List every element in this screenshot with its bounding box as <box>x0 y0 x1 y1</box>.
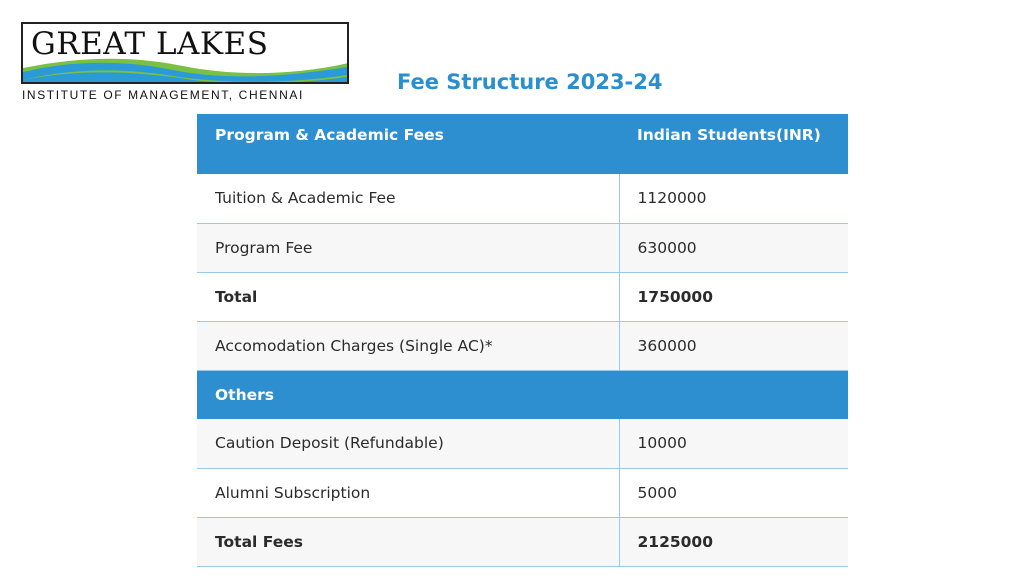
table-row <box>197 321 848 370</box>
row-value: 630000 <box>619 223 848 272</box>
row-value: 2125000 <box>619 517 848 566</box>
row-label: Alumni Subscription <box>197 468 619 517</box>
row-value: 1750000 <box>619 272 848 321</box>
header-program-fees: Program & Academic Fees <box>197 114 619 174</box>
row-label: Total Fees <box>197 517 619 566</box>
section-blank <box>619 370 848 419</box>
fee-table <box>197 114 848 567</box>
logo-subtitle: INSTITUTE OF MANAGEMENT, CHENNAI <box>22 88 304 102</box>
row-value: 360000 <box>619 321 848 370</box>
institute-logo <box>0 18 360 108</box>
table-row-total-fees <box>197 517 848 566</box>
table-header-row <box>197 114 848 174</box>
table-row <box>197 174 848 223</box>
section-header-row <box>197 370 848 419</box>
row-value: 5000 <box>619 468 848 517</box>
logo-frame <box>21 22 349 84</box>
page-title: Fee Structure 2023-24 <box>397 70 663 94</box>
logo-name: GREAT LAKES <box>31 26 269 62</box>
row-label: Accomodation Charges (Single AC)* <box>197 321 619 370</box>
section-title: Others <box>197 370 619 419</box>
lake-wave-icon <box>23 54 349 84</box>
row-value: 1120000 <box>619 174 848 223</box>
table-row-total <box>197 272 848 321</box>
table-row <box>197 223 848 272</box>
header-indian-students: Indian Students(INR) <box>619 114 848 174</box>
row-label: Tuition & Academic Fee <box>197 174 619 223</box>
row-label: Total <box>197 272 619 321</box>
row-label: Program Fee <box>197 223 619 272</box>
table-row <box>197 419 848 468</box>
row-value: 10000 <box>619 419 848 468</box>
table-row <box>197 468 848 517</box>
row-label: Caution Deposit (Refundable) <box>197 419 619 468</box>
